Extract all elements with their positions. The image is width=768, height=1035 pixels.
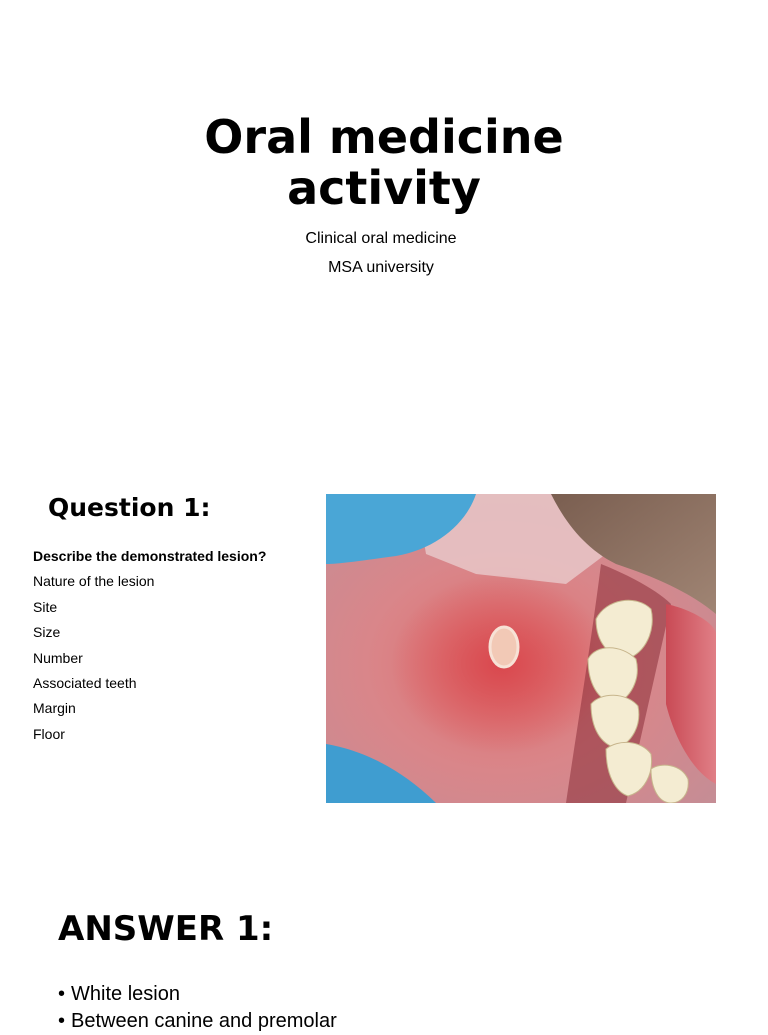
question-item: Floor	[33, 725, 65, 742]
title-line-2: activity	[287, 161, 481, 215]
oral-lesion-photo	[326, 494, 716, 803]
question-item: Margin	[33, 700, 76, 717]
answer-list	[58, 980, 337, 1034]
subtitle-university: MSA university	[328, 259, 434, 276]
question-item: Associated teeth	[33, 674, 137, 691]
question-heading: Question 1:	[48, 493, 211, 522]
answer-item-text: White lesion	[71, 983, 180, 1005]
question-list	[33, 546, 266, 749]
subtitle-course: Clinical oral medicine	[305, 230, 457, 247]
oral-lesion-illustration	[326, 494, 716, 803]
answer-slide	[0, 850, 768, 1032]
answer-item-text: Between canine and premolar	[71, 1010, 337, 1032]
question-item: Number	[33, 649, 83, 666]
question-item: Size	[33, 624, 61, 641]
answer-heading: ANSWER 1:	[58, 909, 274, 949]
bullet-glyph: •	[58, 1010, 66, 1032]
answer-item	[58, 980, 337, 1007]
answer-item	[58, 1007, 337, 1034]
question-prompt: Describe the demonstrated lesion?	[33, 548, 267, 564]
title-line-1: Oral medicine	[204, 110, 564, 164]
white-lesion	[490, 627, 518, 667]
presentation-title	[0, 112, 768, 214]
question-slide	[0, 440, 768, 850]
bullet-glyph: •	[58, 983, 66, 1005]
title-slide	[0, 0, 768, 440]
question-item: Site	[33, 598, 58, 615]
question-item: Nature of the lesion	[33, 573, 155, 590]
